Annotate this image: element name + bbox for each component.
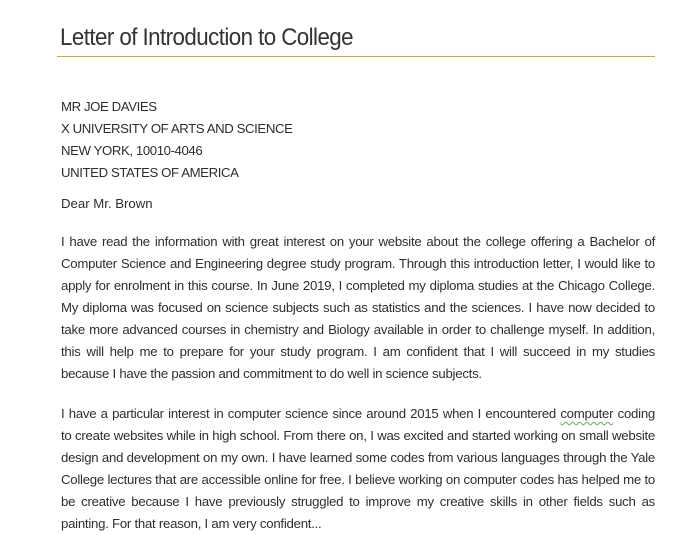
recipient-name: MR JOE DAVIES (61, 99, 157, 114)
paragraph-2-text-before: I have a particular interest in computer science since around 2015 when I encountered (61, 406, 561, 421)
salutation: Dear Mr. Brown (61, 196, 153, 211)
recipient-country: UNITED STATES OF AMERICA (61, 165, 239, 180)
spellcheck-flagged-word[interactable]: computer (560, 406, 614, 421)
paragraph-2-text-after: coding to create websites while in high school. From there on, I was excited and started working on small website design and development on my own. I have learned some codes from various languages through the Yale College lectures that are accessible online for free. I believe working on computer codes has helped me to be creative because I have previously struggled to improve my creative skills in other fields such as painting. For that reason, I am very confident... (61, 406, 655, 531)
recipient-institution: X UNIVERSITY OF ARTS AND SCIENCE (61, 121, 293, 136)
recipient-address-block (61, 96, 292, 184)
body-paragraph-2 (61, 403, 655, 535)
document-title: Letter of Introduction to College (60, 24, 354, 51)
recipient-city-zip: NEW YORK, 10010-4046 (61, 143, 203, 158)
title-underline-rule (57, 56, 655, 57)
body-paragraph-1: I have read the information with great interest on your website about the college offering a Bachelor of Computer Science and Engineering degree study program. Through this introduction letter, I would like to apply for enrolment in this course. In June 2019, I completed my diploma studies at the Chicago College. My diploma was focused on science subjects such as statistics and the sciences. I have now decided to take more advanced courses in chemistry and Biology available in order to challenge myself. In addition, this will help me to prepare for your study program. I am confident that I will succeed in my studies because I have the passion and commitment to do well in science subjects. (61, 234, 655, 381)
